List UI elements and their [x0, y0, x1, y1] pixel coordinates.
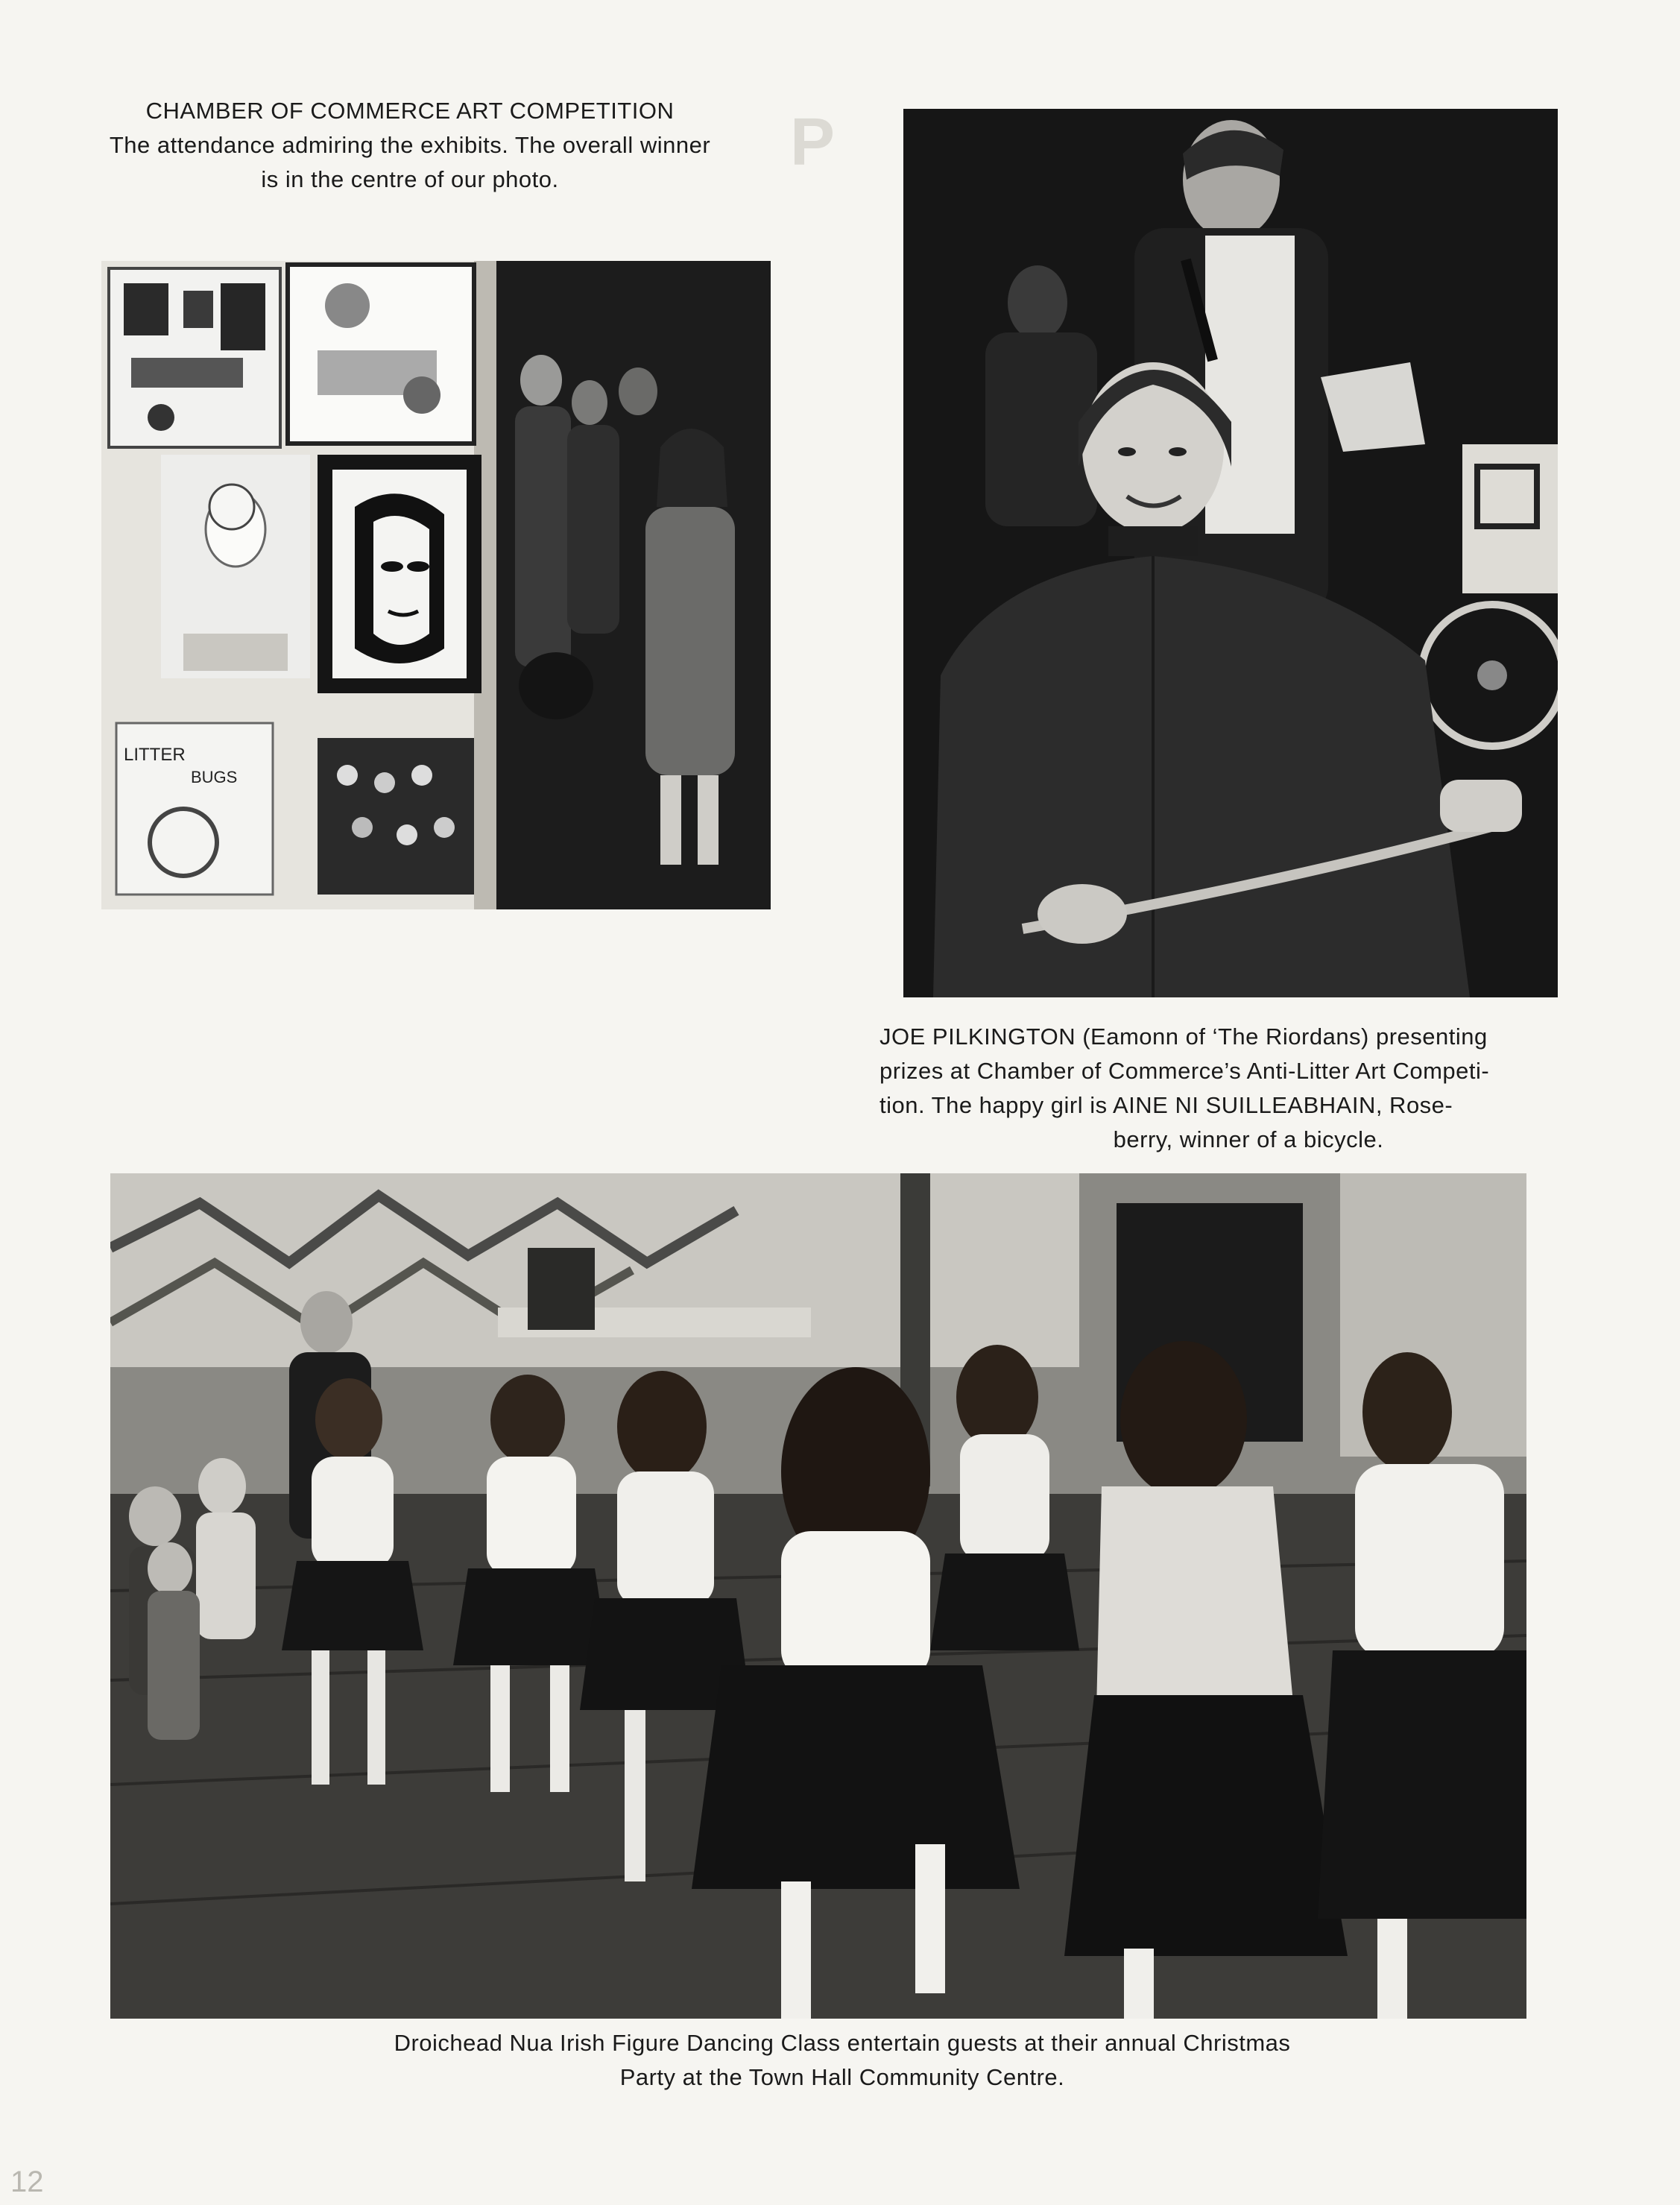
art-competition-caption: [45, 94, 775, 197]
prize-presentation-photo: [903, 109, 1558, 997]
prize-presentation-caption: [880, 1020, 1617, 1157]
poster-text-litter: LITTER: [124, 745, 186, 765]
bleed-through-mark: P: [790, 105, 836, 180]
dance-caption-line-1: Droichead Nua Irish Figure Dancing Class entertain guests at their annual Christmas: [394, 2030, 1291, 2056]
art-caption-line-2: is in the centre of our photo.: [261, 166, 559, 192]
dance-caption-line-2: Party at the Town Hall Community Centre.: [619, 2064, 1065, 2090]
poster-text-bugs: BUGS: [191, 768, 238, 786]
prize-presentation-photo-image: [903, 109, 1558, 997]
page-number: 12: [10, 2165, 44, 2198]
prize-caption-line-4: berry, winner of a bicycle.: [1113, 1126, 1384, 1152]
prize-caption-line-1: JOE PILKINGTON (Eamonn of ‘The Riordans) presenting: [880, 1023, 1488, 1050]
art-caption-title: CHAMBER OF COMMERCE ART COMPETITION: [145, 98, 675, 124]
irish-dancing-photo: [110, 1173, 1526, 2019]
prize-caption-line-3: tion. The happy girl is AINE NI SUILLEABHAIN, Rose-: [880, 1092, 1453, 1118]
prize-caption-line-2: prizes at Chamber of Commerce’s Anti-Litter Art Competi-: [880, 1058, 1490, 1084]
irish-dancing-photo-image: [110, 1173, 1526, 2019]
art-exhibition-photo-image: [101, 261, 771, 909]
irish-dancing-caption: [224, 2026, 1461, 2095]
art-caption-line-1: The attendance admiring the exhibits. The overall winner: [109, 132, 711, 158]
art-exhibition-photo: [101, 261, 771, 909]
